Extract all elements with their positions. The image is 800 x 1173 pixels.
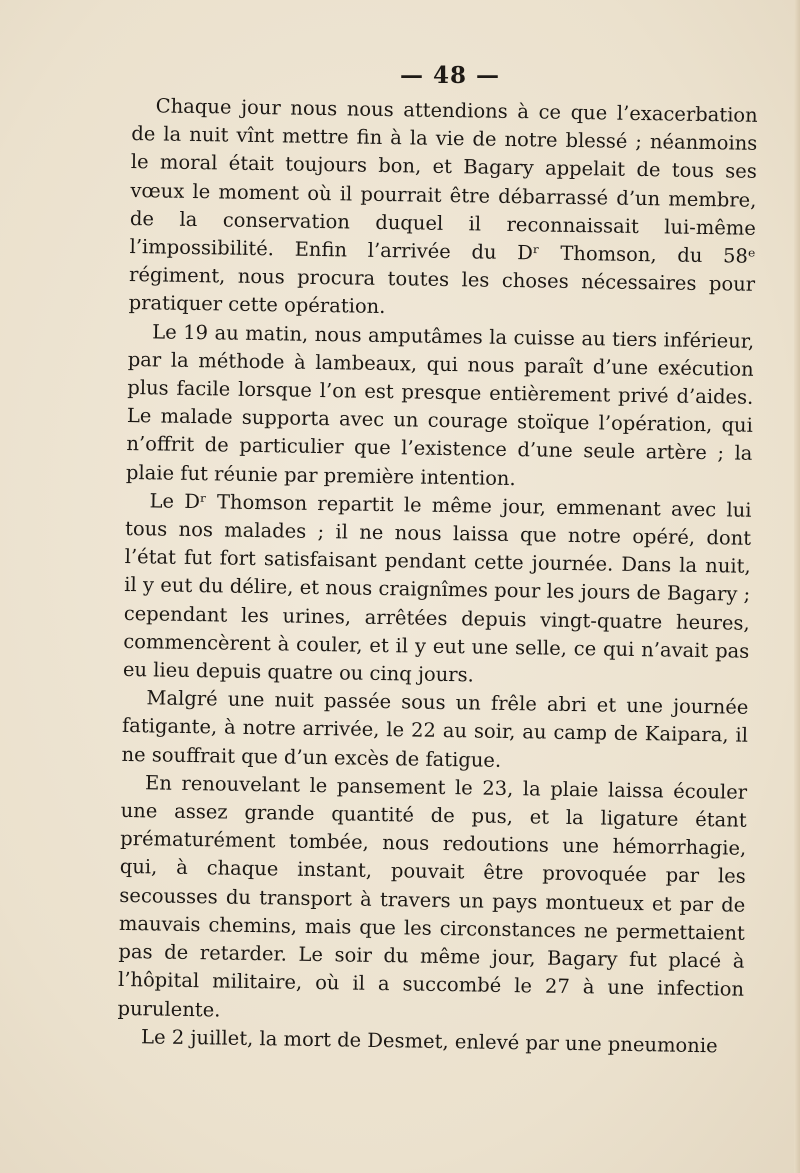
paragraph: Le 19 au matin, nous amputâmes la cuisse au tiers inférieur, par la méthode à lambeaux, qui nous paraît d’une exécution plus facile lorsque l’on est presque entièrement privé d’aides. Le malade supporta avec un courage stoïque l’opération, qui n’offrit de particulier que l’existence d’une seule artère ; la plaie fut réunie par première intention. (125, 319, 755, 490)
paragraph: Malgré une nuit passée sous un frêle abri et une journée fatigante, à notre arrivée, le 22 au soir, au camp de Kaipara, il ne souffrait que d’un excès de fatigue. (121, 686, 749, 772)
page-number: — 48 — (399, 62, 501, 89)
body-text (117, 92, 758, 1061)
paragraph: Le 2 juillet, la mort de Desmet, enlevé par une pneumonie (140, 1024, 718, 1058)
paragraph: Le Dʳ Thomson repartit le même jour, emmenant avec lui tous nos malades ; il ne nous laissa que notre opéré, dont l’état fut fort satisfaisant pendant cette journée. Dans la nuit, il y eut du délire, et nous craignîmes pour les jours de Bagary ; cependant les urines, arrêtées depuis vingt-quatre heures, commencèrent à couler, et il y eut une selle, ce qui n’avait pas eu lieu depuis quatre ou cinq jours. (122, 489, 752, 687)
paragraph: En renouvelant le pansement le 23, la plaie laissa écouler une assez grande quantité de pus, et la ligature étant prématurément tombée, nous redoutions une hémorrhagie, qui, à chaque instant, pouvait être provoquée par les secousses du transport à travers un pays montueux et par de mauvais chemins, mais que les circonstances ne permettaient pas de retarder. Le soir du même jour, Bagary fut placé à l’hôpital militaire, où il a succombé le 27 à une infection purulente. (117, 771, 748, 1022)
paragraph: Chaque jour nous nous attendions à ce que l’exacerbation de la nuit vînt mettre fin à la vie de notre blessé ; néanmoins le moral était toujours bon, et Bagary appelait de tous ses vœux le moment où il pourrait être débarrassé d’un membre, de la conservation duquel il reconnaissait lui-même l’impossibilité. Enfin l’arrivée du Dʳ Thomson, du 58ᵉ régiment, nous procura toutes les choses nécessaires pour pratiquer cette opération. (128, 94, 758, 319)
page-edge (794, 0, 800, 1173)
